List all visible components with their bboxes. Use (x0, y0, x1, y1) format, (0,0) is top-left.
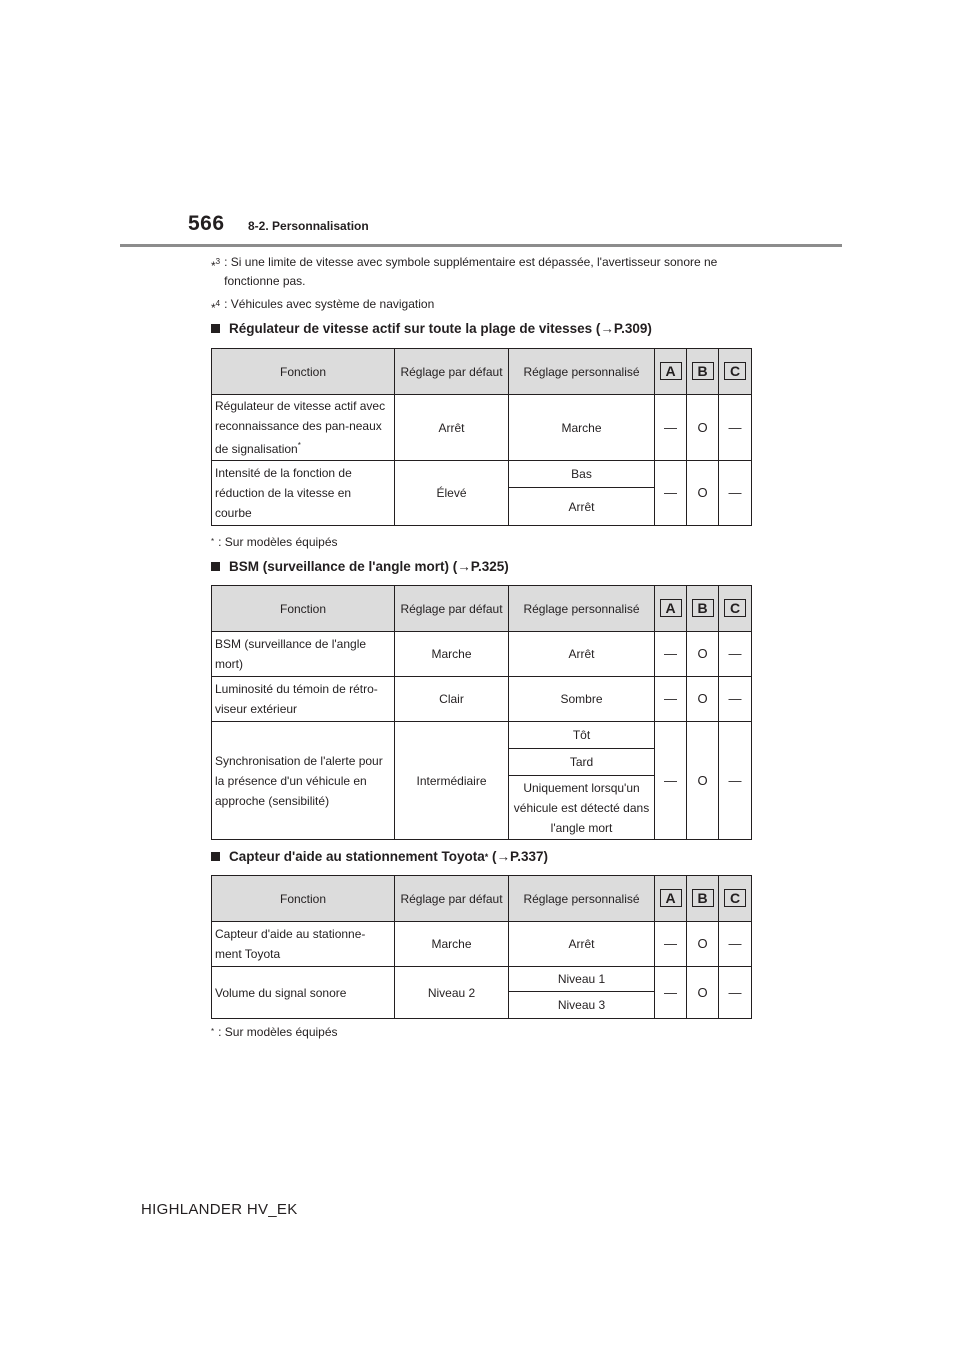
table-row: Niveau 3 (212, 992, 752, 1019)
letter-a-icon: A (660, 889, 682, 907)
letter-c-icon: C (724, 362, 746, 380)
arrow-right-icon: → (600, 321, 614, 336)
letter-c-icon: C (724, 889, 746, 907)
letter-b-icon: B (692, 889, 714, 907)
table-row: Capteur d'aide au stationne-ment Toyota Marche Arrêt — O — (212, 922, 752, 967)
note-4: *$^4$ : Véhicules avec système de navigation (211, 295, 434, 318)
footer-model-code: HIGHLANDER HV_EK (141, 1201, 298, 1218)
header-rule (120, 244, 842, 247)
letter-a-icon: A (660, 599, 682, 617)
table-row: Intensité de la fonction de réduction de la vitesse en courbe Élevé Bas — O — (212, 461, 752, 488)
table-row: Tard (212, 749, 752, 776)
section3-heading: Capteur d'aide au stationnement Toyota * ( → P.337) (211, 849, 548, 864)
note-3: *$^3$ : Si une limite de vitesse avec symbole supplémentaire est dépassée, l'avertisseur sonore ne fonctionne pas. (211, 253, 741, 291)
section-title: 8-2. Personnalisation (248, 219, 369, 233)
arrow-right-icon: → (496, 849, 511, 864)
square-bullet-icon (211, 324, 220, 333)
note-4-text: : Véhicules avec système de navigation (224, 297, 435, 311)
table-header-row: Fonction Réglage par défaut Réglage personnalisé A B C (212, 876, 752, 922)
letter-c-icon: C (724, 599, 746, 617)
page-number: 566 (188, 212, 225, 235)
section1-footnote: * : Sur modèles équipés (211, 535, 338, 549)
col-defaut: Réglage par défaut (395, 349, 509, 395)
section1-table (211, 348, 752, 526)
letter-b-icon: B (692, 362, 714, 380)
letter-a-icon: A (660, 362, 682, 380)
section2-heading: BSM (surveillance de l'angle mort) ( → P.325) (211, 559, 509, 574)
table-row: Arrêt (212, 488, 752, 526)
table-header-row: Fonction Réglage par défaut Réglage personnalisé A B C (212, 586, 752, 632)
letter-b-icon: B (692, 599, 714, 617)
square-bullet-icon (211, 852, 220, 861)
section3-footnote: * : Sur modèles équipés (211, 1025, 338, 1039)
table-row: Volume du signal sonore Niveau 2 Niveau 1 — O — (212, 967, 752, 992)
section1-heading: Régulateur de vitesse actif sur toute la plage de vitesses ( → P.309) (211, 321, 652, 336)
table-header-row (212, 349, 752, 395)
note-3-text: : Si une limite de vitesse avec symbole supplémentaire est dépassée, l'avertisseur sonore ne fonctionne pas. (224, 255, 718, 288)
table-row: BSM (surveillance de l'angle mort) Marche Arrêt — O — (212, 632, 752, 677)
table-row: Uniquement lorsqu'un véhicule est détecté dans l'angle mort (212, 776, 752, 840)
table-row: Synchronisation de l'alerte pour la présence d'un véhicule en approche (sensibilité) Intermédiaire Tôt — O — (212, 722, 752, 749)
section3-table (211, 875, 752, 1019)
table-row: Régulateur de vitesse actif avec reconnaissance des pan-neaux de signalisation* Arrêt Marche — O — (212, 395, 752, 461)
table-row: Luminosité du témoin de rétro-viseur extérieur Clair Sombre — O — (212, 677, 752, 722)
square-bullet-icon (211, 562, 220, 571)
col-perso: Réglage personnalisé (509, 349, 655, 395)
arrow-right-icon: → (457, 559, 471, 574)
section2-table (211, 585, 752, 840)
col-fonction: Fonction (212, 349, 395, 395)
